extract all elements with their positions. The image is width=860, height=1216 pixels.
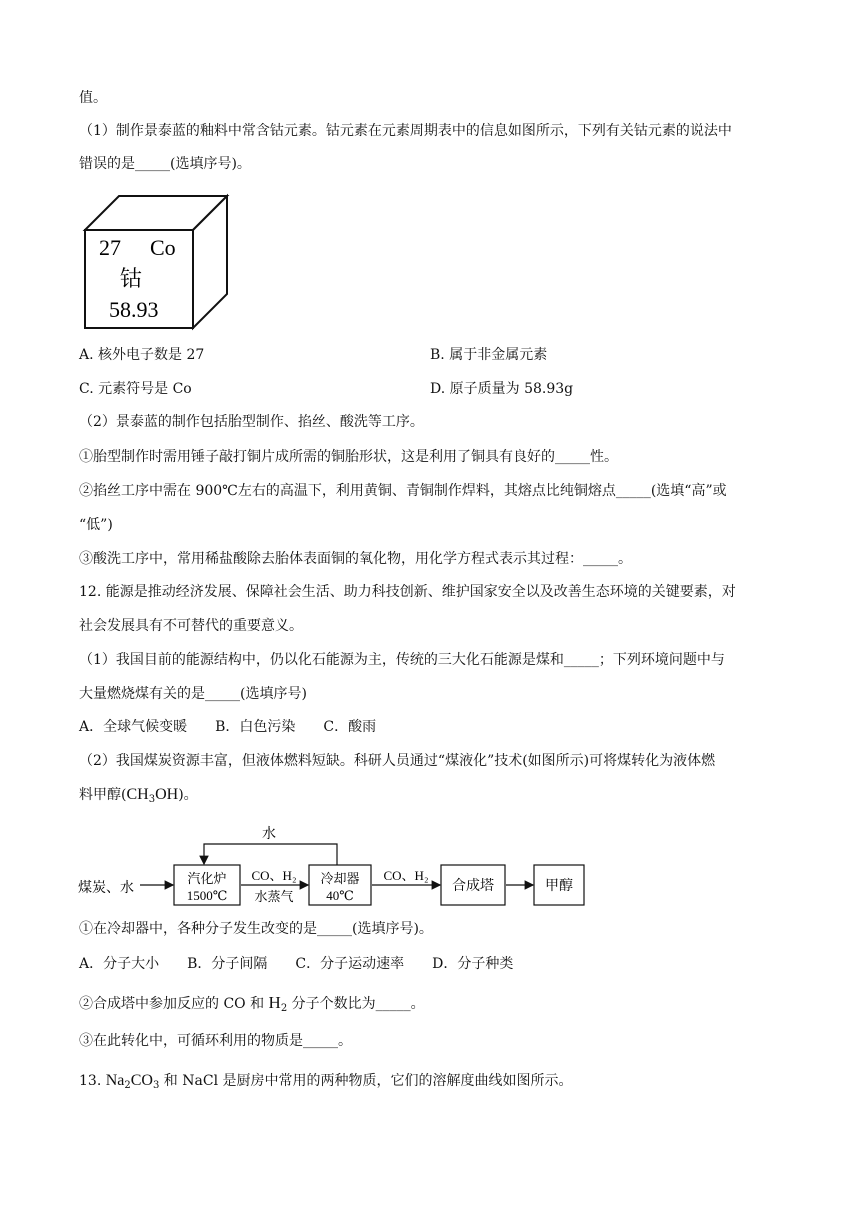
text-line: ③酸洗工序中，常用稀盐酸除去胎体表面铜的氧化物，用化学方程式表示其过程：_____。 bbox=[79, 551, 632, 567]
text-line: 社会发展具有不可替代的重要意义。 bbox=[79, 618, 303, 634]
formula-co: CO bbox=[130, 1072, 153, 1089]
text-line: 值。 bbox=[79, 90, 107, 106]
option-b: B. 属于非金属元素 bbox=[430, 347, 548, 363]
formula-sub: 3 bbox=[152, 1080, 160, 1091]
text-line: ②掐丝工序中需在 900℃左右的高温下，利用黄铜、青铜制作焊料，其熔点比纯铜熔点_____(选填“高”或 bbox=[79, 483, 727, 499]
text-line bbox=[79, 993, 425, 1019]
element-name: 钴 bbox=[120, 266, 143, 291]
formula-sub: 3 bbox=[148, 794, 156, 805]
text-line: 错误的是_____(选填序号)。 bbox=[79, 156, 251, 172]
atomic-number: 27 bbox=[99, 235, 121, 260]
text-line bbox=[79, 785, 198, 810]
element-symbol: Co bbox=[150, 235, 176, 260]
formula-sub: 2 bbox=[280, 1003, 288, 1014]
text-line: 大量燃烧煤有关的是_____(选填序号) bbox=[79, 686, 307, 702]
coal-liquefaction-diagram bbox=[78, 822, 598, 912]
arrow1-top-label: CO、H₂ bbox=[251, 868, 297, 883]
text-span: 和 NaCl 是厨房中常用的两种物质，它们的溶解度曲线如图所示。 bbox=[159, 1073, 573, 1089]
gasifier-label: 汽化炉 bbox=[187, 871, 227, 886]
option-d: D. 原子质量为 58.93g bbox=[430, 381, 574, 397]
text-line: ③在此转化中，可循环利用的物质是_____。 bbox=[79, 1033, 352, 1049]
formula-ch: CH bbox=[126, 786, 149, 803]
formula-sub: 2 bbox=[124, 1080, 131, 1091]
arrow1-bottom-label: 水蒸气 bbox=[254, 889, 294, 904]
text-span: ②合成塔中参加反应的 CO 和 bbox=[79, 996, 269, 1012]
text-line: （1）我国目前的能源结构中，仍以化石能源为主，传统的三大化石能源是煤和_____；下列环境问题中与 bbox=[79, 652, 725, 668]
recycle-label: 水 bbox=[262, 827, 276, 842]
question-11-part1: （1）制作景泰蓝的釉料中常含钴元素。钴元素在元素周期表中的信息如图所示，下列有关钴元素的说法中 bbox=[79, 123, 732, 139]
synthesis-tower-label: 合成塔 bbox=[452, 879, 494, 894]
text-span: )。 bbox=[178, 787, 198, 803]
text-span: 分子个数比为_____。 bbox=[287, 996, 425, 1012]
arrow2-top-label: CO、H₂ bbox=[383, 868, 429, 883]
gasifier-temp: 1500℃ bbox=[186, 888, 228, 903]
question-12-stem: 12. 能源是推动经济发展、保障社会生活、助力科技创新、维护国家安全以及改善生态环境的关键要素，对 bbox=[79, 584, 736, 600]
options-line: A．分子大小 B．分子间隔 C．分子运动速率 D．分子种类 bbox=[79, 956, 514, 972]
formula-na: Na bbox=[105, 1072, 125, 1089]
formula-h: H bbox=[268, 993, 281, 1012]
option-c: C. 元素符号是 Co bbox=[79, 381, 192, 397]
text-line: “低”) bbox=[79, 517, 113, 533]
text-line: ①胎型制作时需用锤子敲打铜片成所需的铜胎形状，这是利用了铜具有良好的_____性。 bbox=[79, 449, 618, 465]
input-label: 煤炭、水 bbox=[78, 881, 134, 896]
methanol-label: 甲醇 bbox=[545, 879, 573, 894]
text-line: （2）我国煤炭资源丰富，但液体燃料短缺。科研人员通过“煤液化”技术(如图所示)可将煤转化为液体燃 bbox=[79, 753, 716, 769]
text-span: 料甲醇( bbox=[79, 787, 127, 803]
formula-oh: OH bbox=[155, 786, 179, 803]
cooler-label: 冷却器 bbox=[320, 871, 360, 886]
question-13-stem bbox=[79, 1071, 573, 1096]
text-span: 13. bbox=[79, 1073, 106, 1089]
recycle-arrow bbox=[204, 844, 337, 865]
option-a: A. 核外电子数是 27 bbox=[79, 347, 205, 363]
text-line: （2）景泰蓝的制作包括胎型制作、掐丝、酸洗等工序。 bbox=[79, 414, 424, 430]
cobalt-element-figure bbox=[82, 193, 232, 333]
atomic-mass: 58.93 bbox=[109, 297, 159, 322]
cooler-temp: 40℃ bbox=[326, 888, 354, 903]
options-line: A．全球气候变暖 B．白色污染 C．酸雨 bbox=[79, 719, 377, 735]
text-line: ①在冷却器中，各种分子发生改变的是_____(选填序号)。 bbox=[79, 921, 433, 937]
